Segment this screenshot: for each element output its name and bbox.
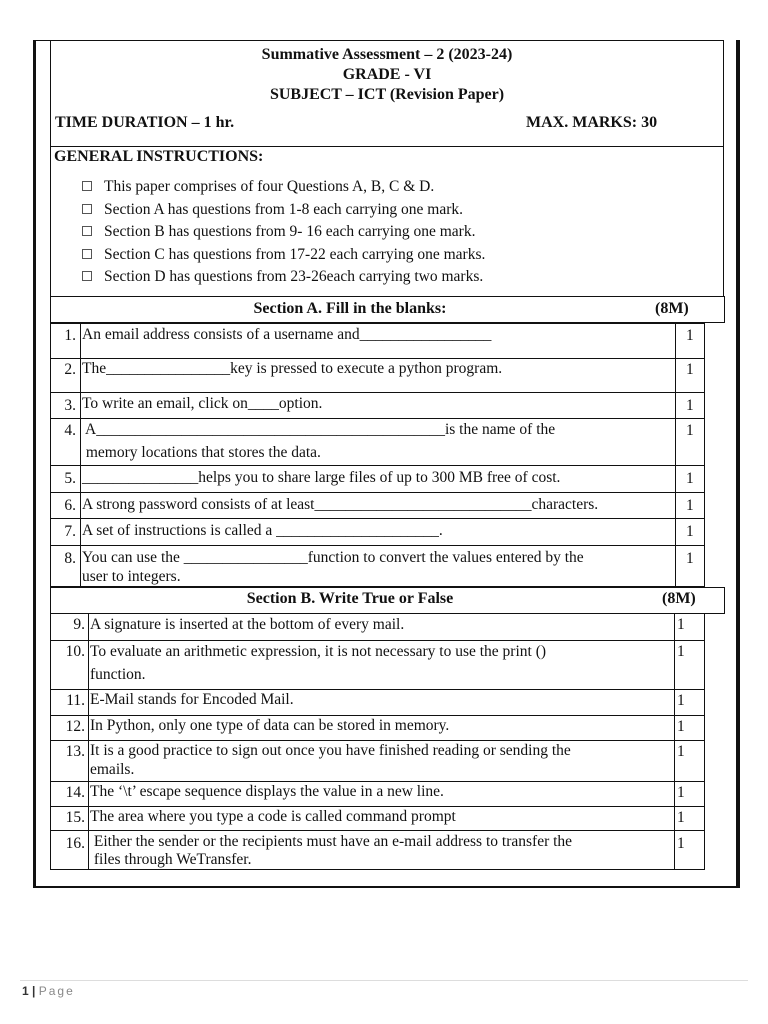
- question-mark: 1: [677, 643, 685, 660]
- question-mark: 1: [677, 743, 685, 760]
- row-line: [50, 545, 705, 546]
- question-mark: 1: [677, 718, 685, 735]
- question-text: An email address consists of a username and_________________: [82, 326, 492, 343]
- question-text: In Python, only one type of data can be stored in memory.: [90, 717, 450, 734]
- instruction-item: Section C has questions from 17-22 each carrying one marks.: [104, 246, 485, 264]
- exam-title: Summative Assessment – 2 (2023-24): [261, 46, 513, 63]
- page-number: 1: [22, 984, 29, 998]
- row-line: [50, 518, 705, 519]
- question-number: 11.: [66, 692, 85, 709]
- question-mark: 1: [677, 616, 685, 633]
- question-mark: 1: [686, 550, 694, 567]
- question-number: 2.: [64, 361, 76, 378]
- question-number: 14.: [65, 784, 85, 801]
- page-frame-left: [33, 40, 36, 888]
- section-a-marks: (8M): [655, 300, 689, 317]
- question-number: 16.: [65, 835, 85, 852]
- question-mark: 1: [677, 784, 685, 801]
- instructions-heading: GENERAL INSTRUCTIONS:: [54, 148, 264, 165]
- question-number: 10.: [65, 643, 85, 660]
- question-mark: 1: [677, 835, 685, 852]
- question-text: E-Mail stands for Encoded Mail.: [90, 691, 294, 708]
- question-text-line2: files through WeTransfer.: [90, 851, 252, 868]
- page-frame-right: [736, 40, 740, 888]
- section-b-title: Section B. Write True or False: [246, 590, 454, 607]
- question-mark: 1: [686, 470, 694, 487]
- question-text: It is a good practice to sign out once you have finished reading or sending the: [90, 742, 571, 759]
- question-text: Either the sender or the recipients must have an e-mail address to transfer the: [90, 833, 573, 850]
- row-line: [50, 830, 705, 831]
- instruction-item: Section A has questions from 1-8 each carrying one mark.: [104, 201, 463, 219]
- subject-label: SUBJECT – ICT (Revision Paper): [269, 86, 505, 103]
- question-number: 4.: [64, 422, 76, 439]
- checkbox-icon: [82, 181, 92, 191]
- question-mark: 1: [677, 809, 685, 826]
- question-text: A set of instructions is called a _____________________.: [82, 522, 443, 539]
- row-line: [50, 715, 705, 716]
- row-line: [50, 492, 705, 493]
- question-text: A signature is inserted at the bottom of every mail.: [90, 616, 405, 633]
- question-number: 9.: [73, 616, 85, 633]
- instruction-item: This paper comprises of four Questions A, B, C & D.: [104, 178, 434, 196]
- checkbox-icon: [82, 226, 92, 236]
- section-a-divider: [675, 323, 676, 587]
- question-number: 5.: [64, 470, 76, 487]
- row-line: [50, 806, 705, 807]
- row-line: [50, 418, 705, 419]
- page-footer: [22, 984, 75, 998]
- checkbox-icon: [82, 249, 92, 259]
- section-b-marks: (8M): [662, 590, 696, 607]
- question-text-line2: memory locations that stores the data.: [82, 444, 321, 461]
- row-line: [50, 781, 705, 782]
- page-separator: |: [32, 984, 36, 998]
- page-frame-bottom: [33, 886, 740, 888]
- question-text-line2: user to integers.: [82, 568, 181, 585]
- question-mark: 1: [686, 327, 694, 344]
- instruction-item: Section B has questions from 9- 16 each carrying one mark.: [104, 223, 475, 241]
- instruction-item: Section D has questions from 23-26each carrying two marks.: [104, 268, 483, 286]
- page-label: Page: [38, 984, 75, 998]
- question-mark: 1: [686, 523, 694, 540]
- question-mark: 1: [677, 692, 685, 709]
- question-mark: 1: [686, 422, 694, 439]
- question-number: 7.: [64, 523, 76, 540]
- question-number: 15.: [65, 809, 85, 826]
- row-line: [50, 358, 705, 359]
- question-mark: 1: [686, 497, 694, 514]
- question-text: The area where you type a code is called command prompt: [90, 808, 456, 825]
- section-b-divider: [88, 613, 89, 870]
- checkbox-icon: [82, 271, 92, 281]
- question-text: The________________key is pressed to execute a python program.: [82, 360, 503, 377]
- question-number: 8.: [64, 550, 76, 567]
- question-text: The ‘\t’ escape sequence displays the value in a new line.: [90, 783, 444, 800]
- question-text-line2: function.: [90, 666, 146, 683]
- checkbox-icon: [82, 204, 92, 214]
- question-number: 1.: [64, 327, 76, 344]
- section-b-divider: [674, 613, 675, 870]
- question-text: A_____________________________________________is the name of the: [82, 421, 556, 438]
- question-text: A strong password consists of at least____________________________characters.: [82, 496, 599, 513]
- question-text: _______________helps you to share large files of up to 300 MB free of cost.: [82, 469, 561, 486]
- page-frame-top: [33, 40, 50, 41]
- row-line: [50, 640, 705, 641]
- footer-divider: [20, 980, 748, 981]
- max-marks: MAX. MARKS: 30: [526, 114, 658, 131]
- row-line: [50, 465, 705, 466]
- section-a-title: Section A. Fill in the blanks:: [253, 300, 447, 317]
- question-number: 3.: [64, 397, 76, 414]
- row-line: [50, 689, 705, 690]
- question-number: 6.: [64, 497, 76, 514]
- question-mark: 1: [686, 361, 694, 378]
- question-number: 13.: [65, 743, 85, 760]
- row-line: [50, 740, 705, 741]
- question-text-line2: emails.: [90, 761, 135, 778]
- question-number: 12.: [65, 718, 85, 735]
- grade-label: GRADE - VI: [342, 66, 432, 83]
- question-text: To evaluate an arithmetic expression, it is not necessary to use the print (): [90, 643, 547, 660]
- question-text: To write an email, click on____option.: [82, 395, 323, 412]
- question-mark: 1: [686, 397, 694, 414]
- question-text: You can use the ________________function to convert the values entered by the: [82, 549, 584, 566]
- section-a-divider: [80, 323, 81, 587]
- time-duration: TIME DURATION – 1 hr.: [55, 114, 235, 131]
- row-line: [50, 392, 705, 393]
